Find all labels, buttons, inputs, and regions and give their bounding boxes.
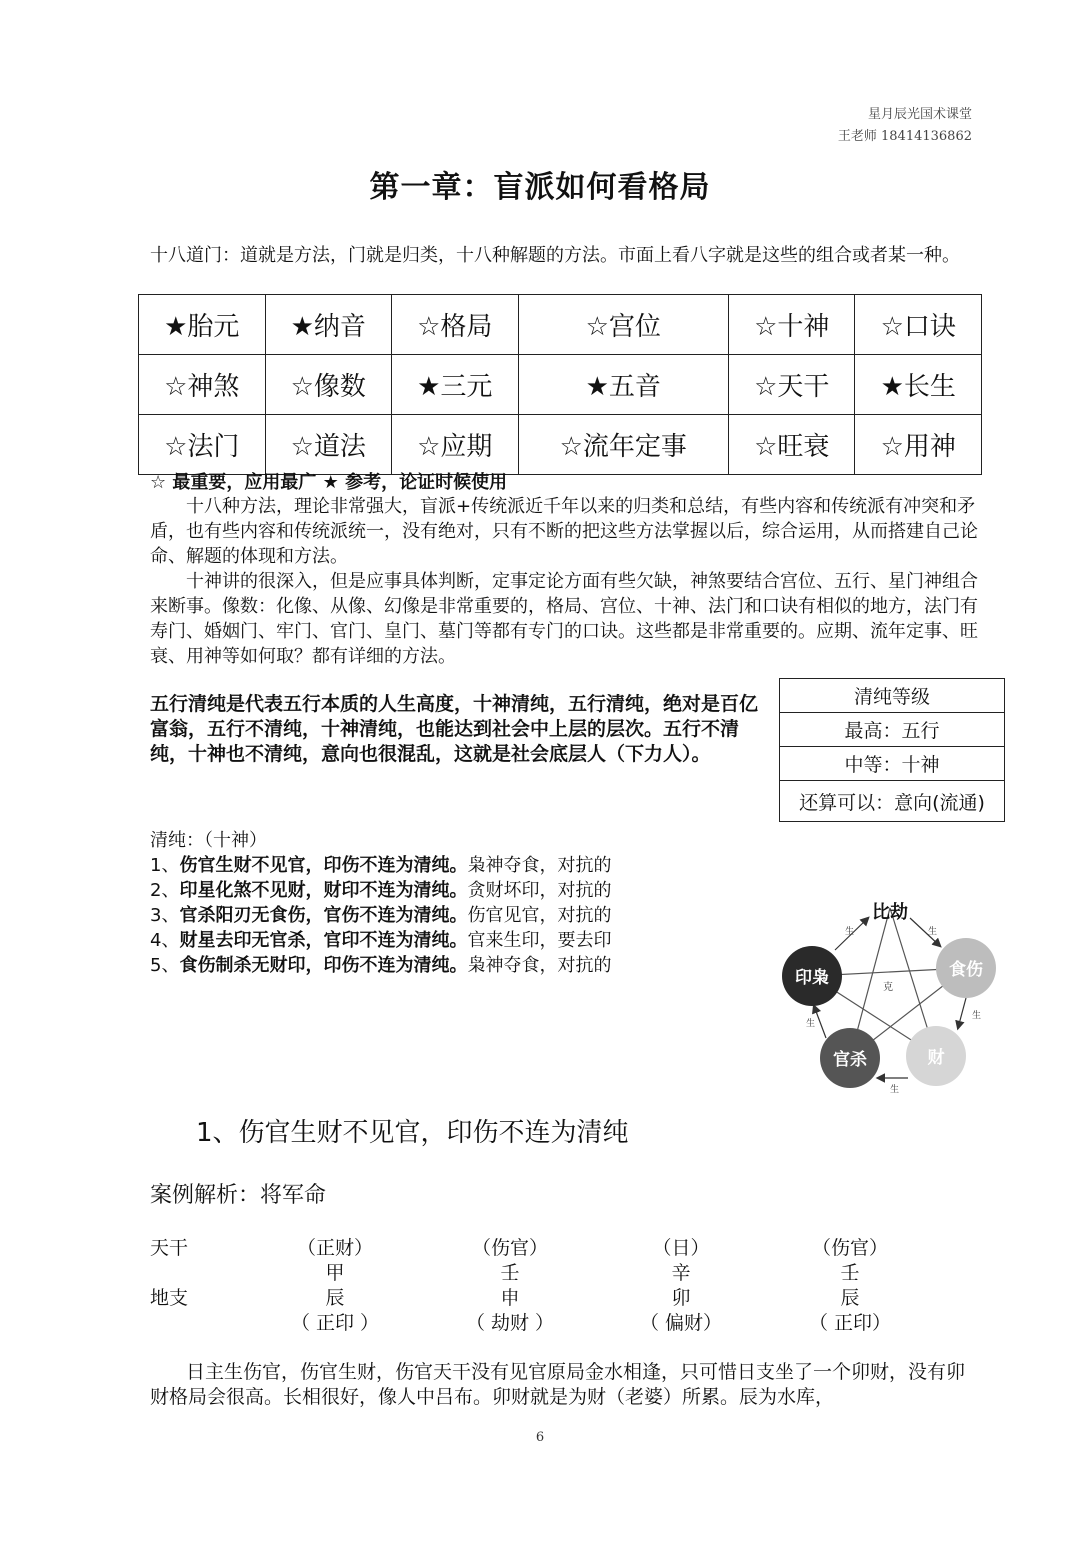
pillar-hour bbox=[795, 1236, 905, 1336]
eighteen-methods-table bbox=[138, 294, 982, 475]
arrow-label: 生 bbox=[972, 1011, 982, 1021]
level-row: 最高：五行 bbox=[780, 713, 1005, 747]
method-cell: ☆旺衰 bbox=[728, 415, 855, 475]
god-bottom: （ 正印） bbox=[808, 1312, 892, 1334]
paragraph: 十神讲的很深入，但是应事具体判断，定事定论方面有些欠缺，神煞要结合宫位、五行、星门神组合来断事。像数：化像、从像、幻像是非常重要的，格局、宫位、十神、法门和口诀有相似的地方，法门有寿门、婚姻门、牢门、官门、皇门、墓门等都有专门的口诀。这些都是非常重要的。应期、流年定事、旺衰、用神等如何取？都有详细的方法。 bbox=[150, 571, 978, 667]
levels-header: 清纯等级 bbox=[780, 679, 1005, 713]
god-bottom: （ 正印 ） bbox=[290, 1312, 380, 1334]
branch: 申 bbox=[500, 1287, 520, 1309]
rule-item: 1、伤官生财不见官，印伤不连为清纯。枭神夺食，对抗的 bbox=[150, 855, 612, 876]
method-cell: ☆十神 bbox=[728, 295, 855, 355]
stem: 壬 bbox=[500, 1262, 520, 1284]
chapter-title: 第一章：盲派如何看格局 bbox=[369, 170, 711, 205]
node-bottom-left-label: 官杀 bbox=[833, 1050, 867, 1070]
rule-item: 3、官杀阳刃无食伤，官伤不连为清纯。伤官见官，对抗的 bbox=[150, 905, 612, 926]
method-cell: ☆神煞 bbox=[139, 355, 266, 415]
stem: 甲 bbox=[325, 1262, 345, 1284]
stem: 壬 bbox=[840, 1262, 860, 1284]
method-cell: ☆流年定事 bbox=[518, 415, 728, 475]
method-cell: ☆像数 bbox=[265, 355, 392, 415]
purity-rules bbox=[150, 828, 611, 978]
case-analysis-paragraph: 日主生伤官，伤官生财，伤官天干没有见官原局金水相逢，只可惜日支坐了一个卯财，没有卯财格局会很高。长相很好，像人中吕布。卯财就是为财（老婆）所累。辰为水库， bbox=[150, 1361, 966, 1408]
purity-paragraph: 五行清纯是代表五行本质的人生高度，十神清纯，五行清纯，绝对是百亿富翁，五行不清纯，十神清纯，也能达到社会中上层的层次。五行不清纯，十神也不清纯，意向也很混乱，这就是社会底层人（下力人）。 bbox=[150, 693, 759, 765]
rule-item: 5、食伤制杀无财印，印伤不连为清纯。枭神夺食，对抗的 bbox=[150, 955, 612, 976]
pillar-day bbox=[626, 1236, 736, 1336]
node-right-label: 食伤 bbox=[949, 960, 983, 980]
branch: 卯 bbox=[671, 1287, 691, 1309]
intro-paragraph: 十八道门：道就是方法，门就是归类，十八种解题的方法。市面上看八字就是这些的组合或者某一种。 bbox=[150, 245, 960, 266]
god-top: （伤官） bbox=[471, 1237, 548, 1259]
bazi-pillars bbox=[150, 1236, 910, 1336]
header-org: 星月辰光国术课堂 bbox=[867, 107, 972, 122]
god-top: （伤官） bbox=[811, 1237, 888, 1259]
pillar-year bbox=[280, 1236, 390, 1336]
method-cell: ☆道法 bbox=[265, 415, 392, 475]
center-label: 克 bbox=[883, 982, 893, 993]
method-cell: ☆用神 bbox=[855, 415, 982, 475]
branch: 辰 bbox=[325, 1287, 345, 1309]
arrow-label: 生 bbox=[845, 927, 855, 937]
method-cell: ★三元 bbox=[392, 355, 519, 415]
branch: 辰 bbox=[840, 1287, 860, 1309]
pillar-month bbox=[455, 1236, 565, 1336]
methods-explanation bbox=[150, 494, 978, 669]
purity-levels-table bbox=[779, 678, 1005, 822]
level-row: 还算可以：意向(流通) bbox=[780, 781, 1005, 822]
god-bottom: （ 偏财） bbox=[639, 1312, 723, 1334]
stem: 辛 bbox=[671, 1262, 691, 1284]
paragraph: 十八种方法，理论非常强大，盲派+传统派近千年以来的归类和总结，有些内容和传统派有冲突和矛盾，也有些内容和传统派统一，没有绝对，只有不断的把这些方法掌握以后，综合运用，从而搭建自己论命、解题的体现和方法。 bbox=[150, 496, 978, 567]
arrow-label: 生 bbox=[890, 1085, 900, 1095]
header-teacher: 王老师 18414136862 bbox=[837, 129, 972, 144]
method-cell: ☆宫位 bbox=[518, 295, 728, 355]
method-cell: ☆天干 bbox=[728, 355, 855, 415]
arrow-label: 生 bbox=[806, 1019, 816, 1029]
method-cell: ★纳音 bbox=[265, 295, 392, 355]
star-legend: ☆ 最重要，应用最广 ★ 参考，论证时候使用 bbox=[150, 472, 508, 493]
node-left-label: 印枭 bbox=[795, 968, 829, 988]
ten-gods-cycle-diagram bbox=[740, 868, 1052, 1130]
case-title: 案例解析：将军命 bbox=[150, 1183, 327, 1208]
god-bottom: （ 劫财 ） bbox=[465, 1312, 555, 1334]
page-header bbox=[838, 104, 972, 148]
method-cell: ☆格局 bbox=[392, 295, 519, 355]
node-top-label: 比劫 bbox=[872, 902, 908, 923]
section-heading: 1、伤官生财不见官，印伤不连为清纯 bbox=[196, 1118, 629, 1148]
row-label-stem: 天干 bbox=[150, 1237, 189, 1259]
method-cell: ☆口诀 bbox=[855, 295, 982, 355]
method-cell: ☆应期 bbox=[392, 415, 519, 475]
page-number: 6 bbox=[535, 1430, 545, 1445]
method-cell: ★胎元 bbox=[139, 295, 266, 355]
method-cell: ★长生 bbox=[855, 355, 982, 415]
node-bottom-right-label: 财 bbox=[927, 1048, 945, 1068]
method-cell: ★五音 bbox=[518, 355, 728, 415]
god-top: （正财） bbox=[296, 1237, 373, 1259]
row-label-branch: 地支 bbox=[150, 1287, 189, 1309]
rules-heading: 清纯：（十神） bbox=[150, 830, 267, 851]
rule-item: 4、财星去印无官杀，官印不连为清纯。官来生印，要去印 bbox=[150, 930, 612, 951]
arrow-label: 生 bbox=[928, 927, 938, 937]
method-cell: ☆法门 bbox=[139, 415, 266, 475]
god-top: （日） bbox=[652, 1237, 710, 1259]
level-row: 中等：十神 bbox=[780, 747, 1005, 781]
rule-item: 2、印星化煞不见财，财印不连为清纯。贪财坏印，对抗的 bbox=[150, 880, 612, 901]
